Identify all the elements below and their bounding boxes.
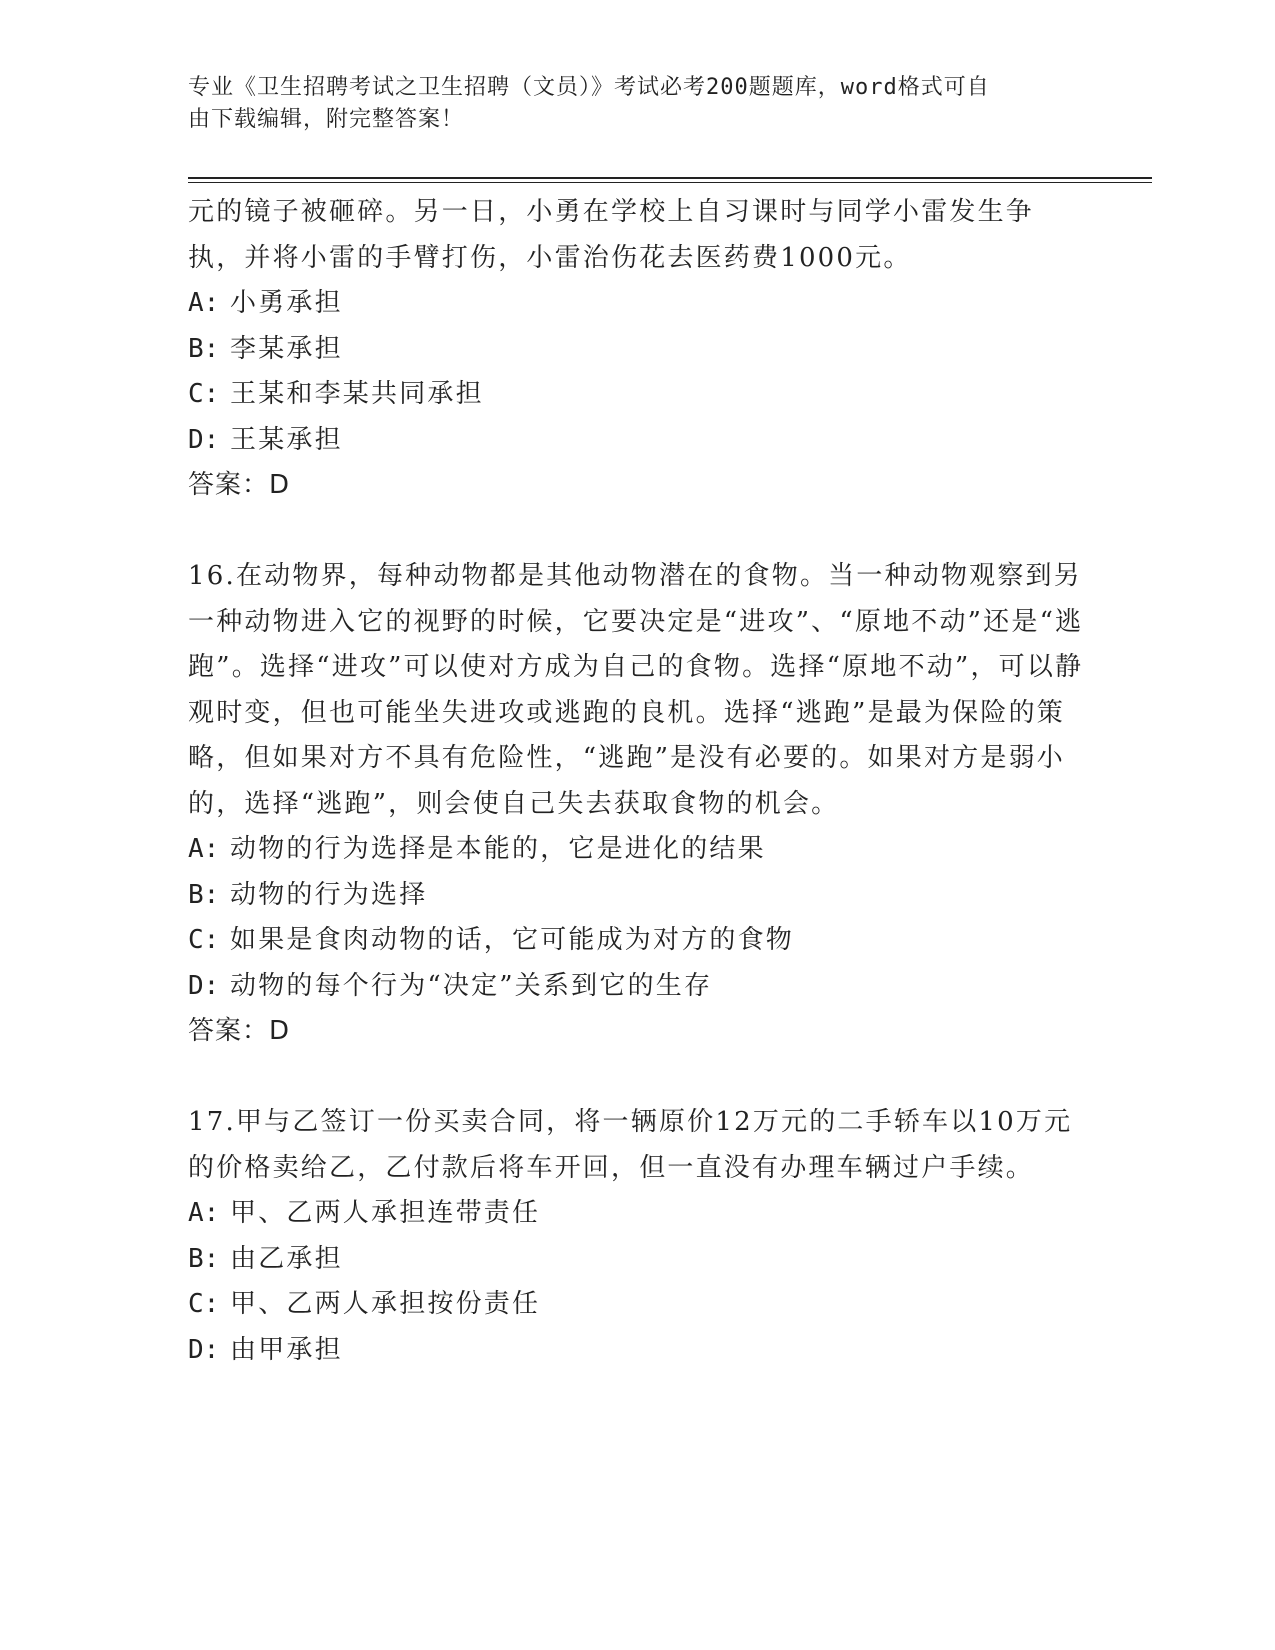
option-a [188, 827, 1088, 873]
option-text: 如果是食肉动物的话，它可能成为对方的食物 [230, 925, 795, 955]
option-letter: B: [188, 333, 220, 364]
option-b [188, 1237, 1088, 1283]
option-text: 动物的每个行为“决定”关系到它的生存 [230, 970, 713, 1001]
option-letter: D: [188, 970, 220, 1001]
option-c [188, 918, 1088, 964]
answer-line: 答案：D [188, 1016, 291, 1046]
question-spacer [188, 509, 1088, 555]
option-text: 王某承担 [230, 424, 343, 455]
document-body [188, 190, 1088, 1373]
option-d [188, 964, 1088, 1010]
option-d [188, 418, 1088, 464]
option-text: 甲、乙两人承担连带责任 [230, 1198, 541, 1228]
question-15-continued [188, 190, 1088, 509]
answer-line: 答案：D [188, 470, 291, 500]
question-stem: 16.在动物界，每种动物都是其他动物潜在的食物。当一种动物观察到另一种动物进入它的视野的时候，它要决定是“进攻”、“原地不动”还是“逃跑”。选择“进攻”可以使对方成为自己的食物。选择“原地不动”，可以静观时变，但也可能坐失进攻或逃跑的良机。选择“逃跑”是最为保险的策略，但如果对方不具有危险性，“逃跑”是没有必要的。如果对方是弱小的，选择“逃跑”，则会使自己失去获取食物的机会。 [188, 561, 1084, 819]
option-text: 小勇承担 [230, 288, 343, 318]
option-text: 动物的行为选择是本能的，它是进化的结果 [230, 834, 766, 864]
option-b [188, 873, 1088, 919]
option-letter: C: [188, 379, 220, 409]
option-a [188, 281, 1088, 327]
option-text: 由乙承担 [230, 1243, 343, 1274]
option-text: 王某和李某共同承担 [230, 379, 484, 409]
option-letter: D: [188, 424, 220, 455]
option-letter: B: [188, 879, 220, 910]
question-stem: 17.甲与乙签订一份买卖合同，将一辆原价12万元的二手轿车以10万元的价格卖给乙，乙付款后将车开回，但一直没有办理车辆过户手续。 [188, 1107, 1073, 1183]
option-c [188, 1282, 1088, 1328]
header-divider-thick [188, 177, 1152, 179]
header-divider-thin [188, 182, 1152, 183]
document-header [188, 72, 1068, 136]
option-letter: D: [188, 1334, 220, 1365]
option-letter: A: [188, 1198, 220, 1228]
option-d [188, 1328, 1088, 1374]
option-b [188, 327, 1088, 373]
question-stem-continued: 元的镜子被砸碎。另一日，小勇在学校上自习课时与同学小雷发生争执，并将小雷的手臂打伤，小雷治伤花去医药费1000元。 [188, 197, 1035, 273]
question-16 [188, 554, 1088, 1055]
option-letter: A: [188, 834, 220, 864]
option-letter: A: [188, 288, 220, 318]
option-letter: C: [188, 1289, 220, 1319]
header-line-1: 专业《卫生招聘考试之卫生招聘（文员）》考试必考200题题库，word格式可自 [188, 75, 990, 100]
question-spacer [188, 1055, 1088, 1101]
option-text: 李某承担 [230, 333, 343, 364]
option-text: 动物的行为选择 [230, 879, 428, 910]
option-text: 甲、乙两人承担按份责任 [230, 1289, 541, 1319]
header-line-2: 由下载编辑，附完整答案！ [188, 107, 465, 132]
option-text: 由甲承担 [230, 1334, 343, 1365]
question-17 [188, 1100, 1088, 1373]
option-letter: B: [188, 1243, 220, 1274]
option-a [188, 1191, 1088, 1237]
option-letter: C: [188, 925, 220, 955]
option-c [188, 372, 1088, 418]
